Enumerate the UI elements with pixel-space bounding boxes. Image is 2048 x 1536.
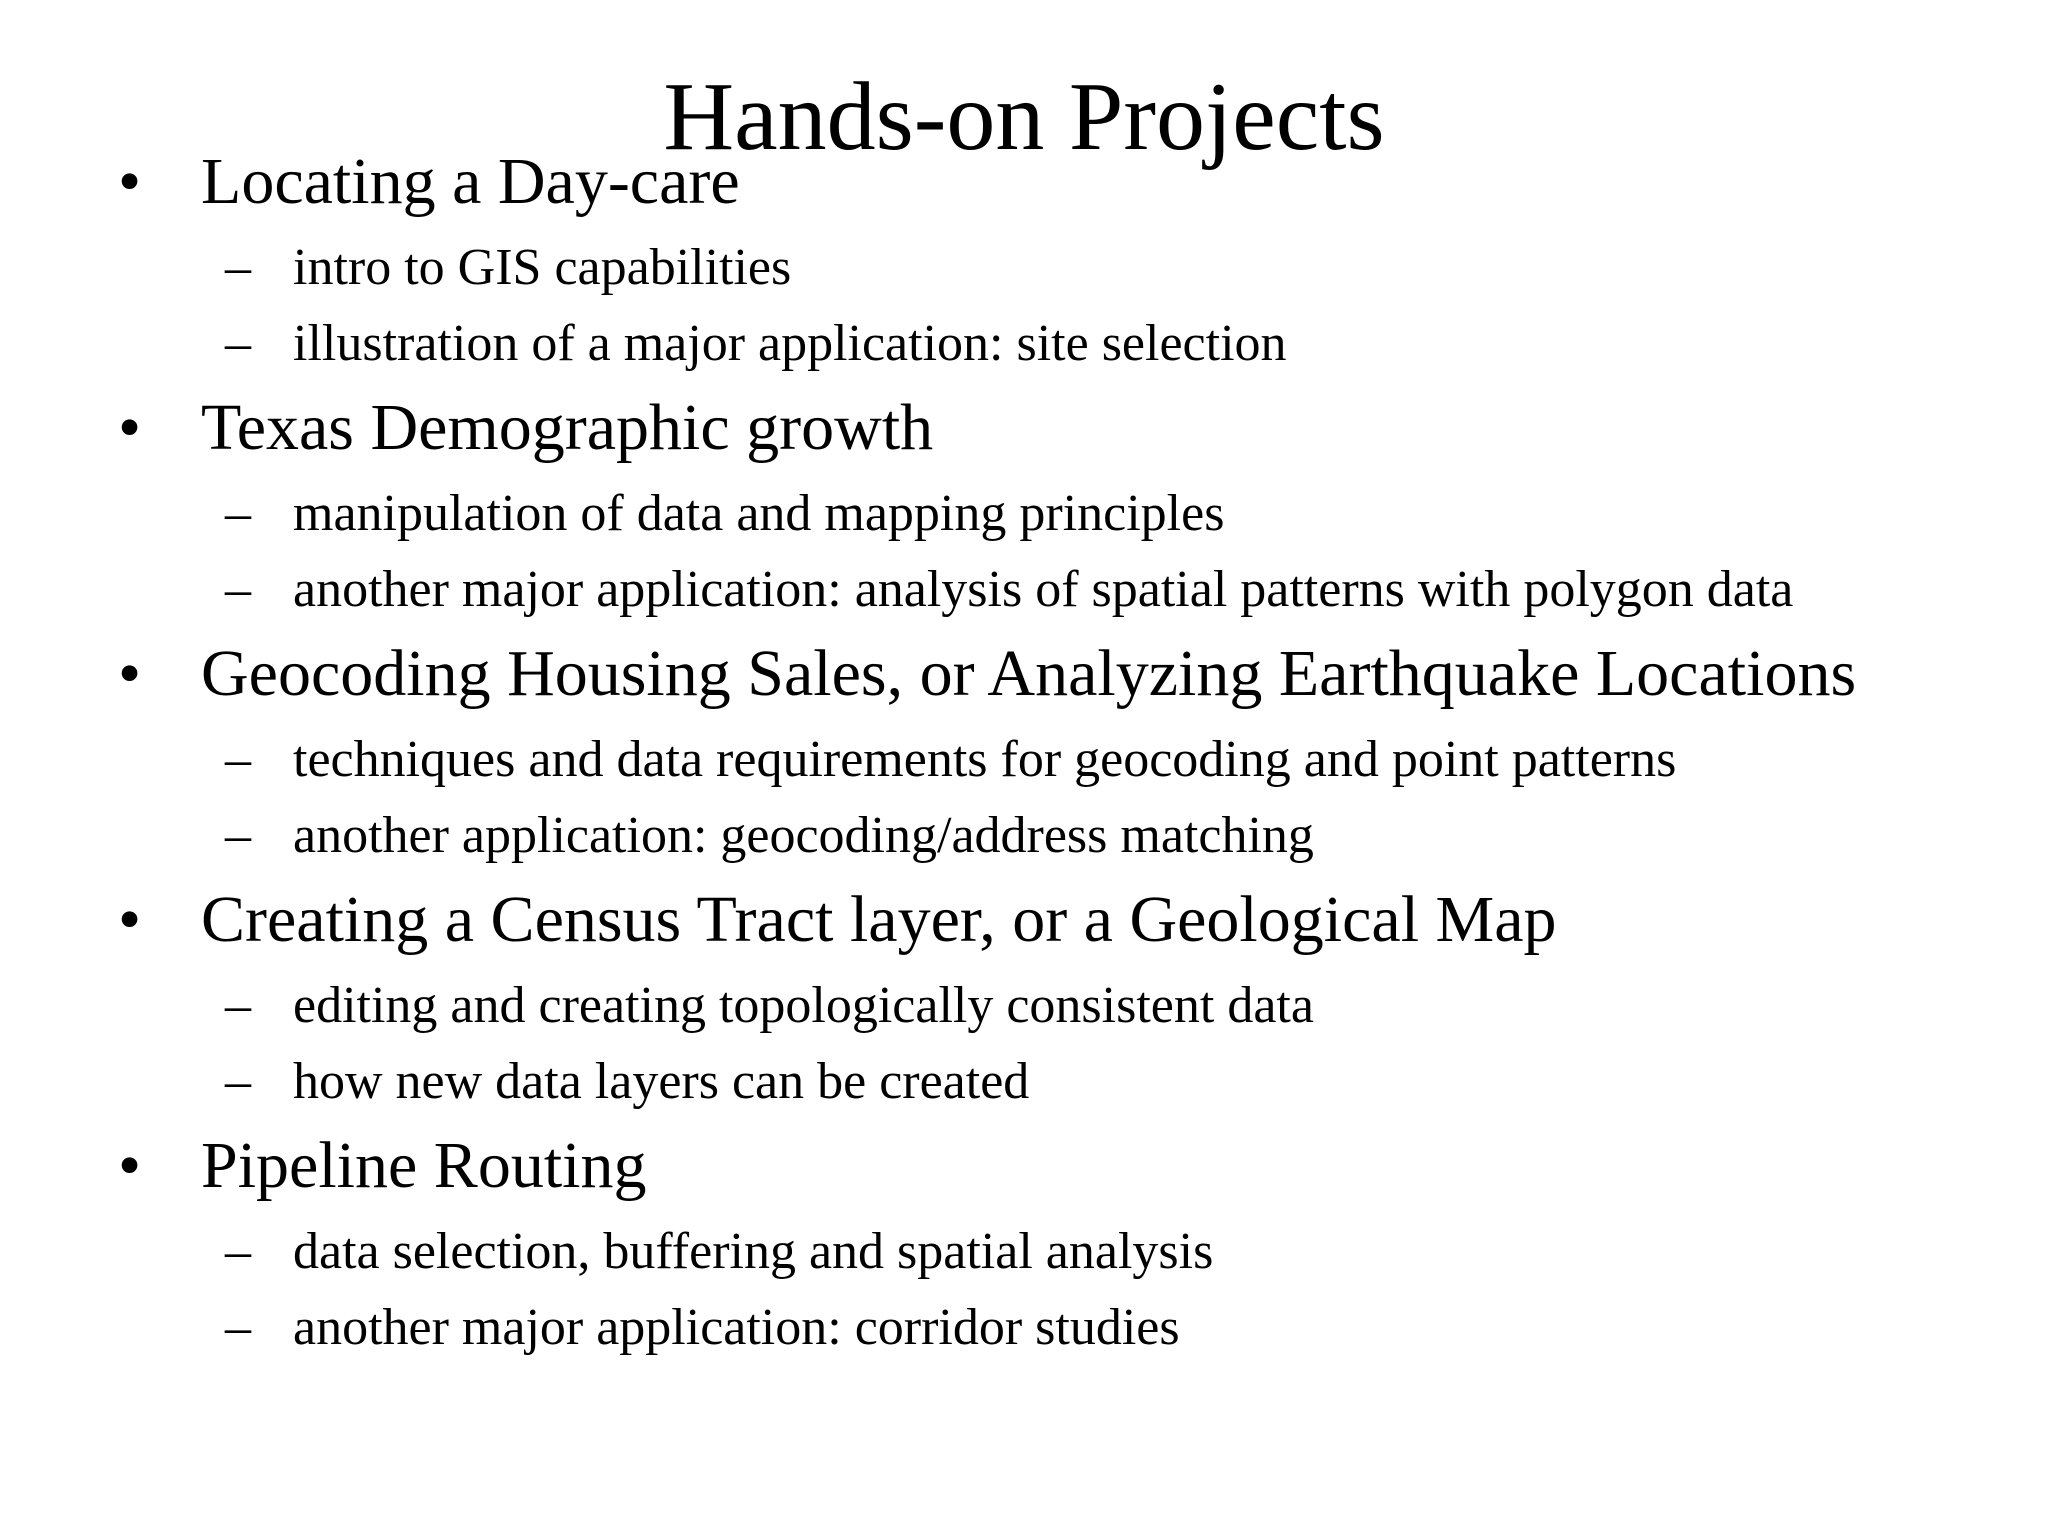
sub-bullet-text: another major application: analysis of spatial patterns with polygon data (293, 561, 1794, 618)
sub-bullet-text: editing and creating topologically consistent data (293, 977, 1314, 1034)
sub-bullet-text: another major application: corridor studies (293, 1299, 1180, 1356)
dash-icon: – (225, 977, 251, 1034)
dash-icon: – (225, 315, 251, 372)
bullet-text: Pipeline Routing (201, 1129, 647, 1202)
dash-icon: – (225, 807, 251, 864)
dash-icon: – (225, 731, 251, 788)
dash-icon: – (225, 1053, 251, 1110)
sub-bullet-text: data selection, buffering and spatial analysis (293, 1223, 1214, 1280)
dash-icon: – (225, 485, 251, 542)
bullet-icon: • (118, 1129, 142, 1202)
sub-bullet-text: techniques and data requirements for geocoding and point patterns (293, 731, 1677, 788)
bullet-icon: • (118, 883, 142, 956)
dash-icon: – (225, 1223, 251, 1280)
bullet-text: Geocoding Housing Sales, or Analyzing Earthquake Locations (201, 637, 1857, 710)
bullet-icon: • (118, 145, 142, 218)
sub-bullet-text: intro to GIS capabilities (293, 239, 792, 296)
bullet-icon: • (118, 637, 142, 710)
bullet-icon: • (118, 391, 142, 464)
sub-bullet-text: how new data layers can be created (293, 1053, 1030, 1110)
sub-bullet-text: another application: geocoding/address matching (293, 807, 1314, 864)
bullet-text: Creating a Census Tract layer, or a Geological Map (201, 883, 1557, 956)
slide-title: Hands-on Projects (663, 63, 1385, 171)
sub-bullet-text: manipulation of data and mapping principles (293, 485, 1225, 542)
dash-icon: – (225, 239, 251, 296)
dash-icon: – (225, 1299, 251, 1356)
dash-icon: – (225, 561, 251, 618)
bullet-text: Texas Demographic growth (201, 391, 934, 464)
bullet-text: Locating a Day-care (201, 145, 740, 218)
sub-bullet-text: illustration of a major application: site selection (293, 315, 1287, 372)
